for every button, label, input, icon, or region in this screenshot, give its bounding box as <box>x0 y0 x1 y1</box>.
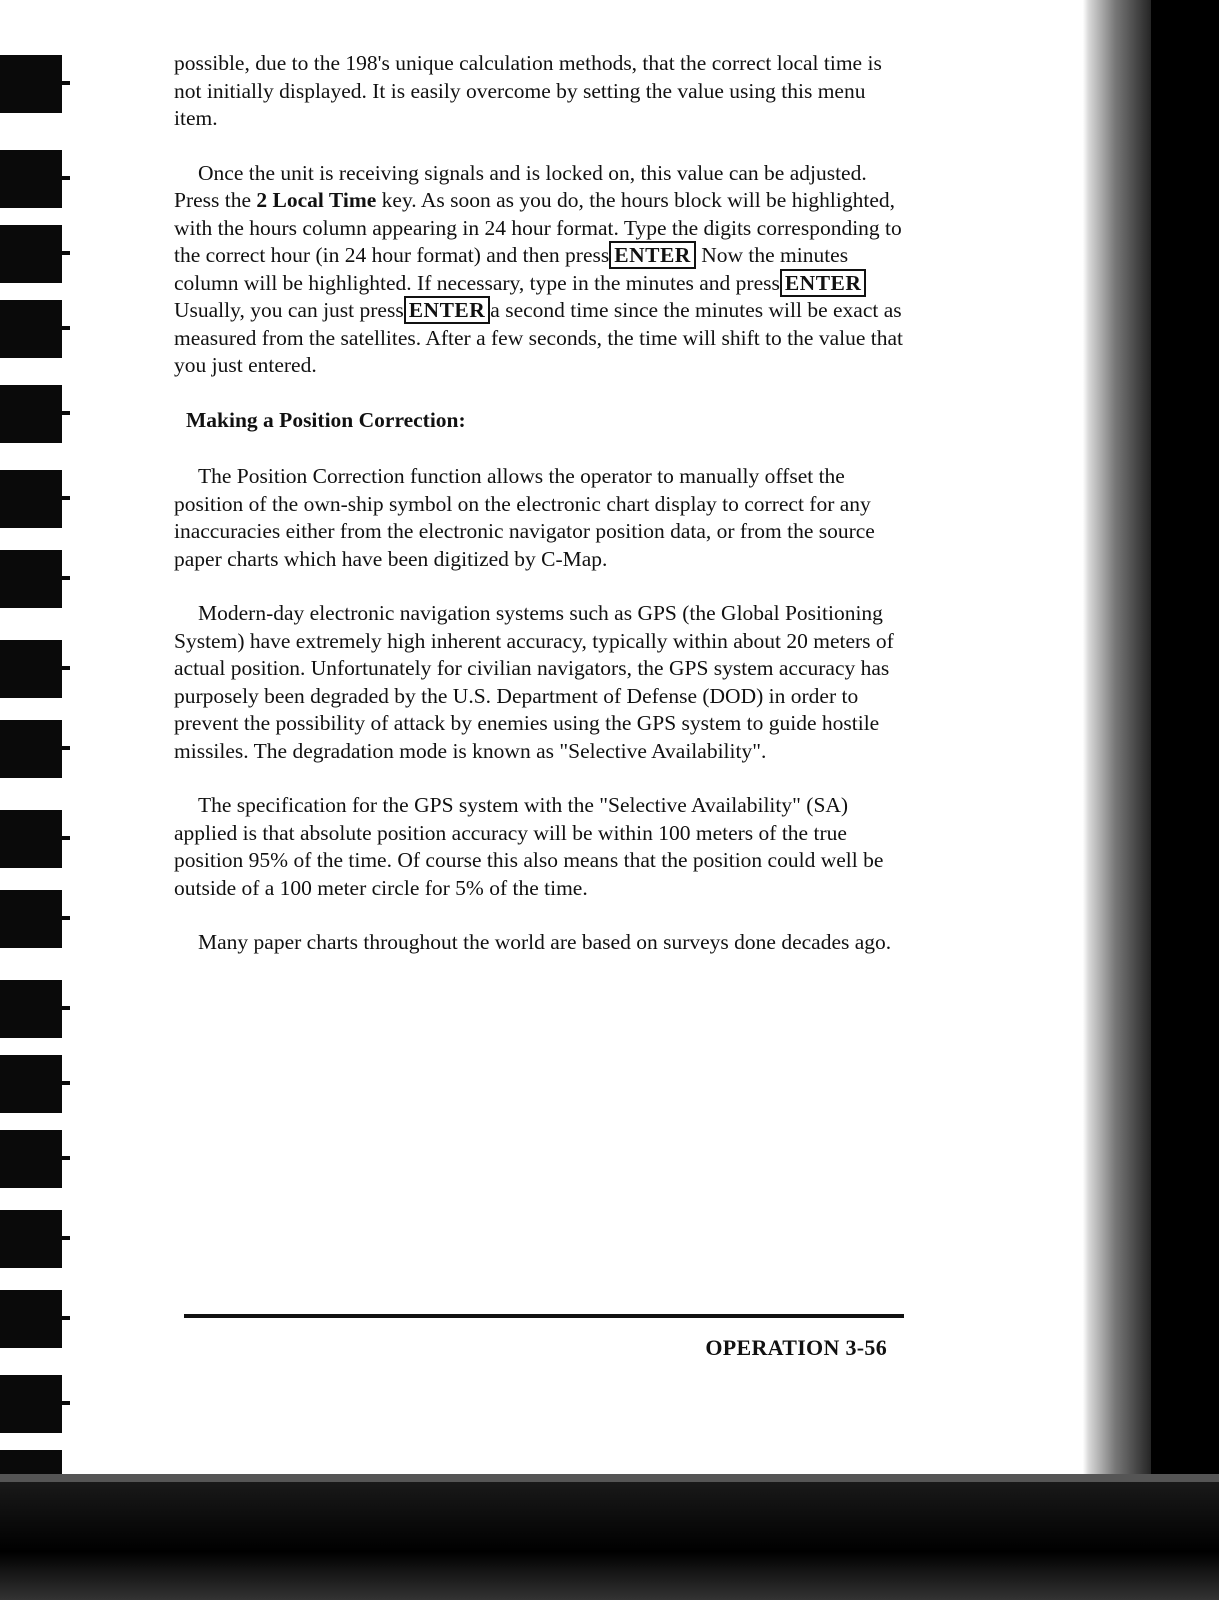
enter-key-symbol: ENTER <box>404 296 491 324</box>
paragraph-gps-accuracy <box>174 600 904 765</box>
scan-dark-bottom-band <box>0 1480 1219 1600</box>
binding-ring <box>0 470 62 528</box>
text-segment: Modern-day electronic navigation systems such as GPS (the Global Positioning System) have extremely high inherent accuracy, typically within about 20 meters of actual position. Unfortunately for civilian navigators, the GPS system accuracy has purposely been degraded by the U.S. Department of Defense (DOD) in order to prevent the possibility of attack by enemies using the GPS system to guide hostile missiles. The degradation mode is known as "Selective Availability". <box>174 601 894 763</box>
text-segment: Usually, you can just press <box>174 298 404 322</box>
paragraph-local-time <box>174 160 904 380</box>
binding-ring <box>0 150 62 208</box>
enter-key-symbol: ENTER <box>609 241 696 269</box>
text-segment: Many paper charts throughout the world are based on surveys done decades ago. <box>198 930 892 954</box>
binding-ring <box>0 720 62 778</box>
binding-ring <box>0 890 62 948</box>
binding-ring <box>0 300 62 358</box>
text-segment: Once the unit is receiving signals and is locked on, this value can be adjusted. Press the <box>174 160 867 212</box>
binding-ring <box>0 1375 62 1433</box>
binding-ring <box>0 1210 62 1268</box>
paragraph-paper-charts <box>174 929 904 957</box>
text-segment: Now the minutes column will be highlighted. If necessary, type in the minutes and press <box>174 243 849 295</box>
footer-rule <box>184 1314 904 1318</box>
binding-ring <box>0 1055 62 1113</box>
enter-key-symbol: ENTER <box>780 269 867 297</box>
binding-ring <box>0 980 62 1038</box>
binding-ring <box>0 640 62 698</box>
scan-dark-right-edge <box>1071 0 1219 1600</box>
spiral-binding <box>0 0 70 1600</box>
section-heading: Making a Position Correction: <box>186 407 466 432</box>
binding-ring <box>0 55 62 113</box>
binding-ring <box>0 810 62 868</box>
paragraph-intro: possible, due to the 198's unique calculation methods, that the correct local time is not initially displayed. It is easily overcome by setting the value using this menu item. <box>174 51 882 130</box>
text-segment: a second time since the minutes will be exact as measured from the satellites. After a few seconds, the time will shift to the value that you just entered. <box>174 298 903 377</box>
binding-ring <box>0 1130 62 1188</box>
binding-ring <box>0 225 62 283</box>
text-segment: The specification for the GPS system with the "Selective Availability" (SA) applied is that absolute position accuracy will be within 100 meters of the true position 95% of the time. Of course this also means that the position could well be outside of a 100 meter circle for 5% of the time. <box>174 793 884 900</box>
page-body <box>174 50 904 984</box>
paragraph-sa-specification <box>174 792 904 902</box>
binding-ring <box>0 550 62 608</box>
text-segment: The Position Correction function allows the operator to manually offset the position of the own-ship symbol on the electronic chart display to correct for any inaccuracies either from the electronic navigator position data, or from the source paper charts which have been digitized by C-Map. <box>174 464 875 571</box>
binding-ring <box>0 385 62 443</box>
text-segment: key. As soon as you do, the hours block will be highlighted, with the hours column appearing in 24 hour format. Type the digits corresponding to the correct hour (in 24 hour format) and then press <box>174 188 902 267</box>
binding-ring <box>0 1290 62 1348</box>
local-time-key-label: 2 Local Time <box>256 188 377 212</box>
page-footer-label: OPERATION 3-56 <box>705 1335 887 1360</box>
paragraph-position-correction <box>174 463 904 573</box>
